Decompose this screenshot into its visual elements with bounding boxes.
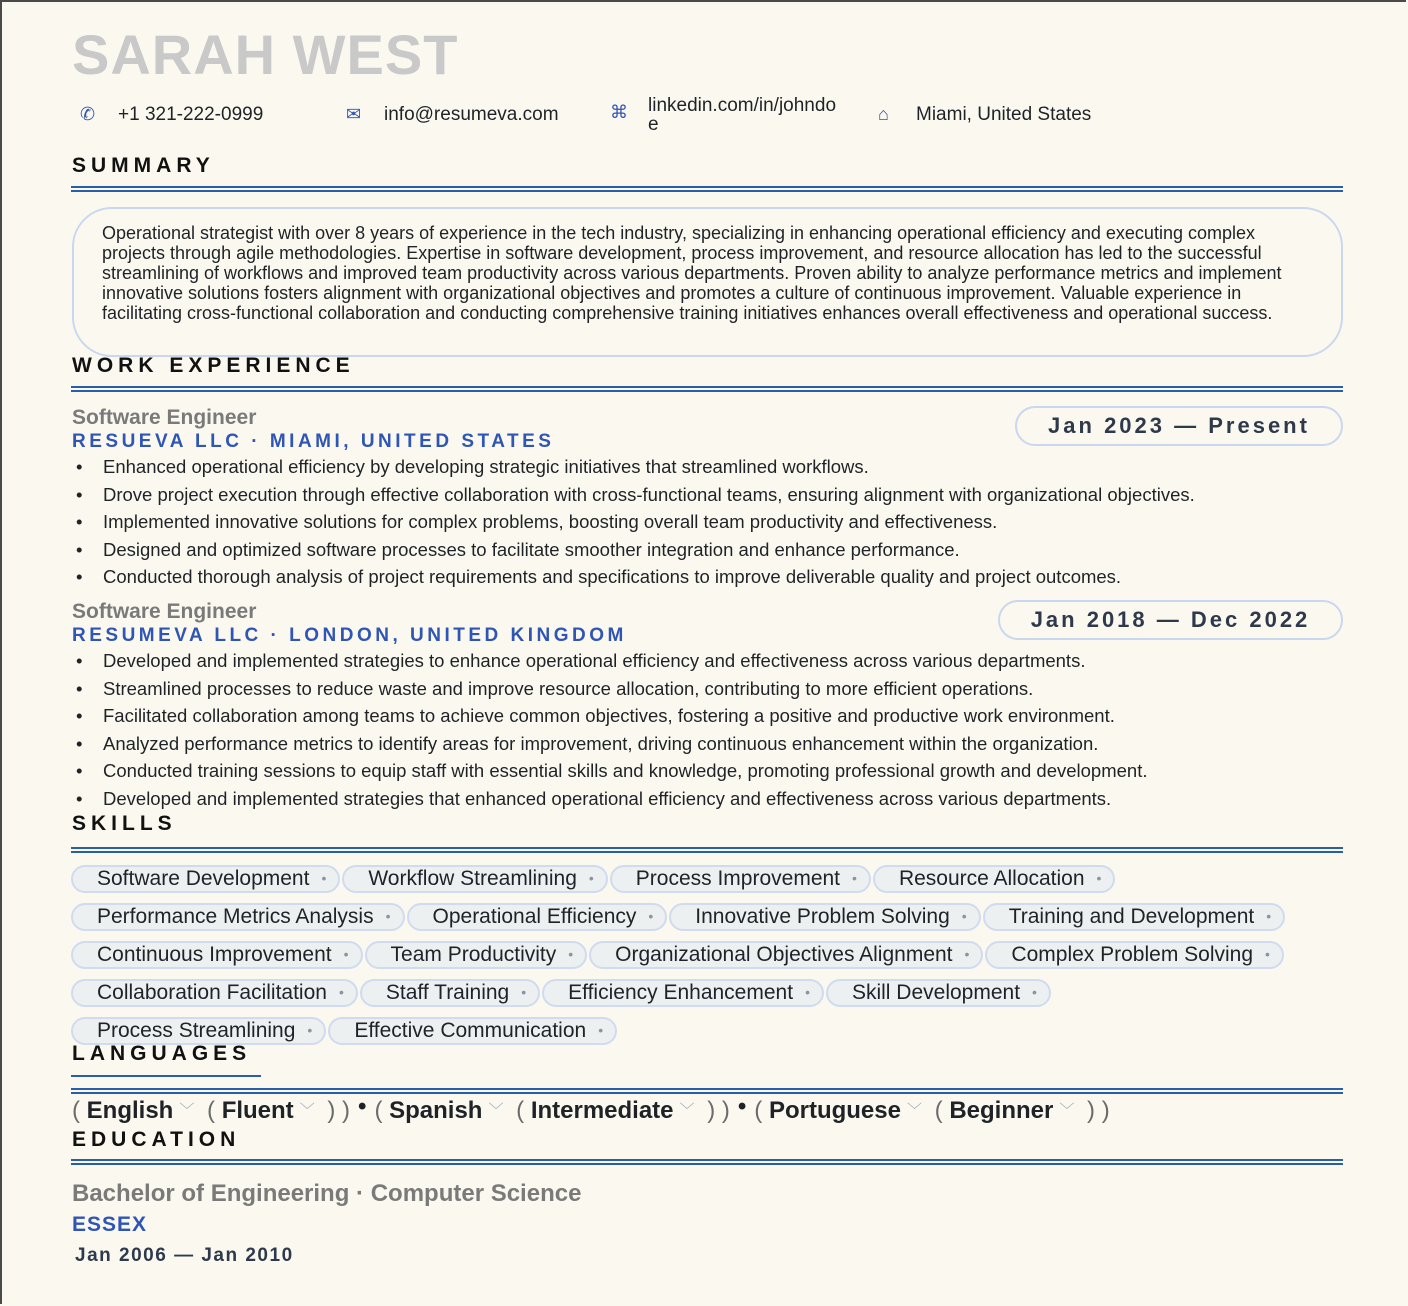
skill-chip: Operational Efficiency • [407, 903, 668, 931]
bullet-item: • Developed and implemented strategies that enhanced operational efficiency and effectiveness across various departments. [72, 785, 1148, 813]
skill-row [71, 940, 1351, 978]
skill-chip: Continuous Improvement • [71, 941, 363, 969]
job-title: Software Engineer [72, 406, 257, 429]
location-text: Miami, United States [916, 104, 1092, 125]
bullet-item: • Enhanced operational efficiency by developing strategic initiatives that streamlined workflows. [72, 453, 1195, 481]
languages-rule [71, 1088, 1343, 1094]
language-name[interactable]: Portuguese [768, 1097, 901, 1124]
education-heading: EDUCATION [72, 1128, 241, 1151]
skills-rule [71, 847, 1343, 853]
bullet-item: • Designed and optimized software processes to facilitate smoother integration and enhance performance. [72, 536, 1195, 564]
skill-chip: Efficiency Enhancement • [542, 979, 824, 1007]
education-dates: Jan 2006 — Jan 2010 [75, 1245, 294, 1266]
contact-phone [80, 96, 263, 136]
bullet-item: • Implemented innovative solutions for complex problems, boosting overall team productivity and effectiveness. [72, 508, 1195, 536]
summary-heading: SUMMARY [72, 154, 215, 177]
skill-chip: Innovative Problem Solving • [669, 903, 980, 931]
phone-text: +1 321-222-0999 [118, 104, 264, 125]
bullet-item: • Conducted training sessions to equip staff with essential skills and knowledge, promoting professional growth and development. [72, 757, 1148, 785]
skill-chip: Organizational Objectives Alignment • [589, 941, 983, 969]
command-icon: ⌘ [610, 102, 628, 122]
languages-heading: LANGUAGES [72, 1042, 252, 1065]
job-bullets [72, 453, 1195, 591]
contact-location [878, 96, 1091, 136]
bullet-item: • Streamlined processes to reduce waste and improve resource allocation, contributing to more efficient operations. [72, 675, 1148, 703]
skill-chip: Resource Allocation • [873, 865, 1116, 893]
job-dates: Jan 2023 — Present [1015, 406, 1343, 446]
skill-chip: Performance Metrics Analysis • [71, 903, 405, 931]
skill-row [71, 864, 1351, 902]
skill-row [71, 1016, 1351, 1054]
education-school: ESSEX [72, 1213, 148, 1236]
skill-chip: Process Streamlining • [71, 1017, 326, 1045]
skill-chip: Staff Training • [360, 979, 540, 1007]
bullet-item: • Developed and implemented strategies to enhance operational efficiency and effectiveness across various departments. [72, 647, 1148, 675]
job-bullets [72, 647, 1148, 813]
chevron-down-icon[interactable]: ﹀ [906, 1102, 922, 1119]
chevron-down-icon[interactable]: ﹀ [179, 1102, 195, 1119]
phone-icon: ✆ [80, 104, 96, 124]
summary-rule [71, 186, 1343, 192]
education-rule [71, 1159, 1343, 1165]
language-level[interactable]: Beginner [949, 1097, 1054, 1124]
skill-chip: Software Development • [71, 865, 340, 893]
bullet-item: • Facilitated collaboration among teams to achieve common objectives, fostering a positive and productive work environment. [72, 702, 1148, 730]
skills-list [71, 864, 1351, 1054]
skills-heading: SKILLS [72, 812, 177, 835]
skill-row [71, 978, 1351, 1016]
envelope-icon: ✉ [346, 104, 362, 124]
skill-chip: Collaboration Facilitation • [71, 979, 358, 1007]
linkedin-text[interactable]: linkedin.com/in/johndoe [648, 95, 837, 135]
skill-chip: Effective Communication • [328, 1017, 617, 1045]
skill-row [71, 902, 1351, 940]
job-company: RESUEVA LLC · MIAMI, UNITED STATES [72, 431, 555, 452]
language-name[interactable]: English [86, 1097, 174, 1124]
chevron-down-icon[interactable]: ﹀ [299, 1102, 315, 1119]
bullet-item: • Conducted thorough analysis of project requirements and specifications to improve deliverable quality and project outcomes. [72, 563, 1195, 591]
email-text[interactable]: info@resumeva.com [384, 104, 559, 125]
bullet-item: • Analyzed performance metrics to identify areas for improvement, driving continuous enhancement within the organization. [72, 730, 1148, 758]
skill-chip: Process Improvement • [610, 865, 871, 893]
skill-chip: Skill Development • [826, 979, 1051, 1007]
skill-chip: Complex Problem Solving • [985, 941, 1284, 969]
job-title: Software Engineer [72, 600, 257, 623]
languages-underline [71, 1075, 261, 1077]
bullet-item: • Drove project execution through effective collaboration with cross-functional teams, ensuring alignment with organizational objectives. [72, 481, 1195, 509]
language-level[interactable]: Intermediate [530, 1097, 674, 1124]
job-company: RESUMEVA LLC · LONDON, UNITED KINGDOM [72, 625, 627, 646]
languages-list: ( English ﹀ ( Fluent ﹀ ) ) • ( Spanish ﹀ ( Intermediate ﹀ ) ) • ( Portuguese ﹀ ( Beginner ﹀ ) ) [72, 1093, 1110, 1124]
summary-text: Operational strategist with over 8 years of experience in the tech industry, specializing in enhancing operational efficiency and executing complex projects through agile methodologies. Expertise in software development, process improvement, and resource allocation has led to the successful streamlining of workflows and improved team productivity across various departments. Proven ability to analyze performance metrics and implement innovative solutions fosters alignment with organizational objectives and promotes a culture of continuous improvement. Valuable experience in facilitating cross-functional collaboration and conducting comprehensive training initiatives enhances overall effectiveness and operational success. [102, 223, 1282, 323]
candidate-name: SARAH WEST [72, 23, 459, 86]
education-degree: Bachelor of Engineering · Computer Science [72, 1180, 582, 1207]
skill-chip: Workflow Streamlining • [342, 865, 607, 893]
skill-chip: Training and Development • [983, 903, 1285, 931]
summary-box [72, 207, 1343, 357]
contact-linkedin[interactable] [610, 96, 840, 136]
chevron-down-icon[interactable]: ﹀ [488, 1102, 504, 1119]
chevron-down-icon[interactable]: ﹀ [1059, 1102, 1075, 1119]
experience-rule [71, 386, 1343, 392]
language-name[interactable]: Spanish [389, 1097, 483, 1124]
home-icon: ⌂ [878, 104, 889, 124]
chevron-down-icon[interactable]: ﹀ [679, 1102, 695, 1119]
contact-email[interactable] [346, 96, 559, 136]
experience-heading: WORK EXPERIENCE [72, 354, 355, 377]
skill-chip: Team Productivity • [365, 941, 588, 969]
language-level[interactable]: Fluent [221, 1097, 294, 1124]
job-dates: Jan 2018 — Dec 2022 [998, 600, 1343, 640]
